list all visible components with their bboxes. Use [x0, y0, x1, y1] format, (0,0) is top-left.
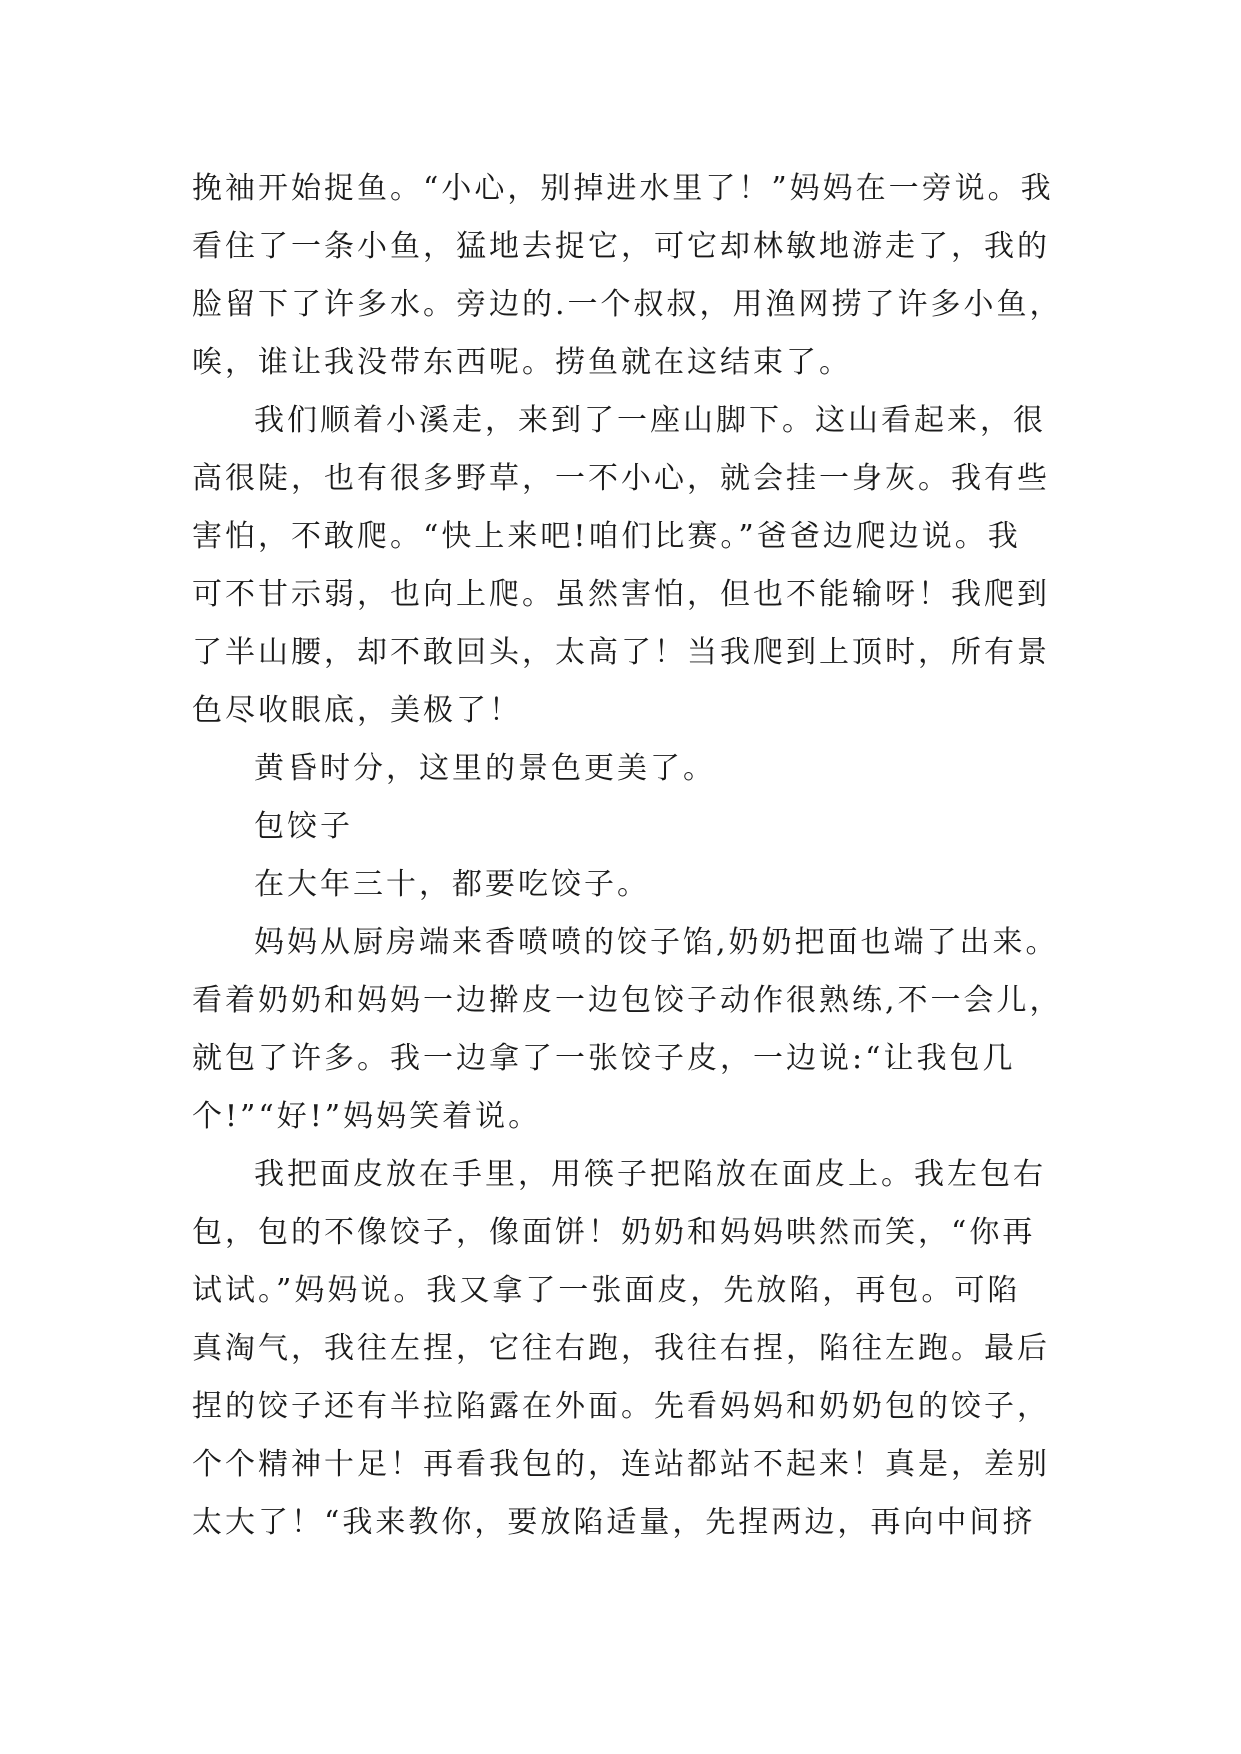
text-line: 看着奶奶和妈妈一边擀皮一边包饺子动作很熟练,不一会儿，: [192, 983, 1063, 1018]
text-line: 太大了！“我来教你，要放陷适量，先捏两边，再向中间挤: [192, 1505, 1036, 1540]
text-line: 真淘气，我往左捏，它往右跑，我往右捏，陷往左跑。最后: [192, 1331, 1050, 1366]
text-line: 高很陡，也有很多野草，一不小心，就会挂一身灰。我有些: [192, 461, 1050, 496]
text-line: 个!”“好!”妈妈笑着说。: [192, 1099, 542, 1134]
text-line: 了半山腰，却不敢回头，太高了！当我爬到上顶时，所有景: [192, 635, 1050, 670]
text-line: 挽袖开始捉鱼。“小心，别掉进水里了！”妈妈在一旁说。我: [192, 171, 1054, 206]
text-line: 看住了一条小鱼，猛地去捉它，可它却林敏地游走了，我的: [192, 229, 1050, 264]
text-line: 可不甘示弱，也向上爬。虽然害怕，但也不能输呀！我爬到: [192, 577, 1050, 612]
paragraph-start-line: 妈妈从厨房端来香喷喷的饺子馅,奶奶把面也端了出来。: [254, 925, 1059, 960]
paragraph-start-line: 我把面皮放在手里，用筷子把陷放在面皮上。我左包右: [254, 1157, 1046, 1192]
text-line: 害怕，不敢爬。“快上来吧!咱们比赛。”爸爸边爬边说。我: [192, 519, 1021, 554]
paragraph-start-line: 黄昏时分，这里的景色更美了。: [254, 751, 716, 786]
text-line: 个个精神十足！再看我包的，连站都站不起来！真是，差别: [192, 1447, 1050, 1482]
text-line: 脸留下了许多水。旁边的.一个叔叔，用渔网捞了许多小鱼，: [192, 287, 1063, 322]
text-line: 试试。”妈妈说。我又拿了一张面皮，先放陷，再包。可陷: [192, 1273, 1021, 1308]
essay-text: [192, 160, 1072, 1552]
text-line: 就包了许多。我一边拿了一张饺子皮，一边说:“让我包几: [192, 1041, 1016, 1076]
section-heading: 包饺子: [254, 809, 353, 844]
text-line: 包，包的不像饺子，像面饼！奶奶和妈妈哄然而笑，“你再: [192, 1215, 1036, 1250]
text-line: 捏的饺子还有半拉陷露在外面。先看妈妈和奶奶包的饺子，: [192, 1389, 1050, 1424]
paragraph-start-line: 我们顺着小溪走，来到了一座山脚下。这山看起来，很: [254, 403, 1046, 438]
text-line: 色尽收眼底，美极了！: [192, 693, 522, 728]
paragraph-start-line: 在大年三十，都要吃饺子。: [254, 867, 650, 902]
text-line: 唉，谁让我没带东西呢。捞鱼就在这结束了。: [192, 345, 852, 380]
